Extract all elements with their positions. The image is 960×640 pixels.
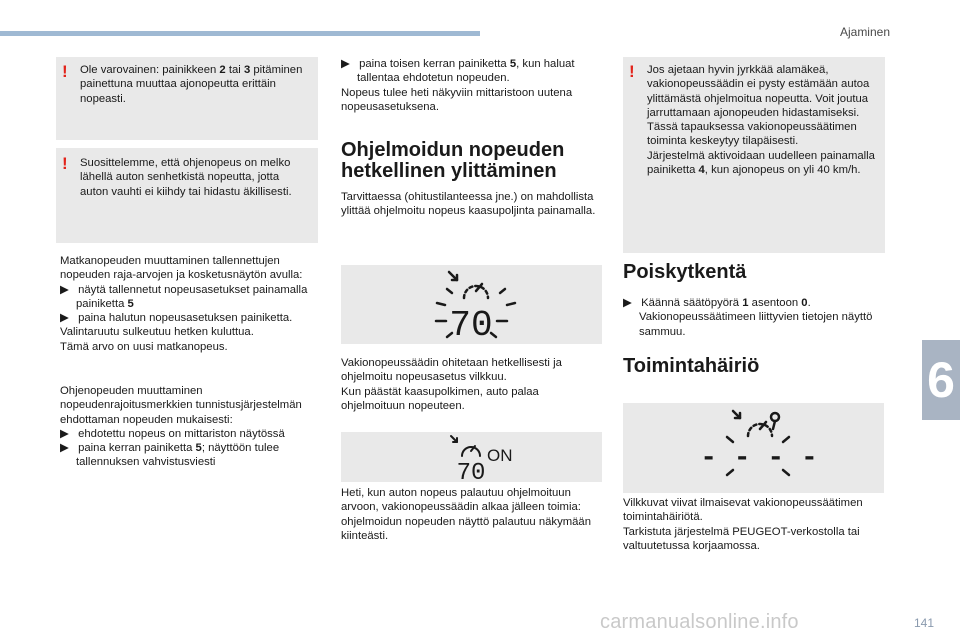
warning-text-2: Suosittelemme, että ohjenopeus on melko lähellä auton senhetkistä nopeutta, jotta auton vauhti ei kiihdy tai hidastu äkillisesti. bbox=[80, 157, 292, 198]
heading-deactivation: Poiskytkentä bbox=[623, 261, 747, 283]
overspeed-paragraph: Tarvittaessa (ohitustilanteessa jne.) on mahdollista ylittää ohjelmoitu nopeus kaasupoljinta painamalla. bbox=[341, 191, 596, 218]
page-number: 141 bbox=[913, 616, 934, 630]
list-item: ▶︎ näytä tallennetut nopeusasetukset painamalla painiketta 5 bbox=[60, 283, 308, 310]
warning-exclamation-icon: ! bbox=[62, 154, 68, 173]
list-item: ▶︎ paina halutun nopeusasetuksen painiketta. bbox=[60, 312, 293, 325]
overspeed-result-paragraph bbox=[341, 356, 603, 413]
paragraph-text: Valintaruutu sulkeutuu hetken kuluttua. bbox=[60, 326, 254, 339]
paragraph-text: Tämä arvo on uusi matkanopeus. bbox=[60, 340, 228, 353]
paragraph-text: Järjestelmä aktivoidaan uudelleen painamalla painiketta 4, kun ajonopeus on yli 40 km/h. bbox=[647, 149, 875, 177]
speed-value: 70 bbox=[456, 460, 486, 482]
cruise-display-figure-2 bbox=[341, 432, 602, 482]
warning-box-3 bbox=[623, 57, 885, 253]
header-accent-bar bbox=[0, 31, 480, 36]
cruise-display-figure-3 bbox=[623, 403, 884, 493]
cruise-control-speedometer-icon bbox=[623, 403, 884, 493]
paragraph-text: Jos ajetaan hyvin jyrkkää alamäkeä, vakionopeussäädin ei pysty estämään autoa ylittämästä ohjelmoitua nopeutta. Voit joutua jarruttamaan ajonopeuden hidastamiseksi. Tässä tapauksessa vakionopeussäätimen toiminta keskeytyy tilapäisesti. bbox=[647, 64, 870, 148]
col2-top-text bbox=[341, 57, 603, 114]
paragraph-text: Matkanopeuden muuttaminen tallennettujen nopeuden raja-arvojen ja kosketusnäytön avulla: bbox=[60, 255, 303, 282]
warning-box-2 bbox=[56, 148, 318, 243]
paragraph-text: Nopeus tulee heti näkyviin mittaristoon uutena nopeusasetuksena. bbox=[341, 86, 573, 113]
warning-text-1: Ole varovainen: painikkeen 2 tai 3 pitäminen painettuna muuttaa ajonopeutta erittäin nopeasti. bbox=[80, 64, 303, 105]
bullet-arrow-icon: ▶︎ bbox=[60, 442, 79, 455]
warning-text-3 bbox=[647, 63, 877, 177]
bullet-arrow-icon: ▶︎ bbox=[60, 283, 79, 296]
warning-exclamation-icon: ! bbox=[629, 62, 635, 81]
list-item: ▶︎ ehdotettu nopeus on mittariston näytössä bbox=[60, 427, 285, 440]
heading-malfunction: Toimintahäiriö bbox=[623, 355, 760, 377]
paragraph-text: Tarkistuta järjestelmä PEUGEOT-verkostolla tai valtuutetussa korjaamossa. bbox=[623, 525, 860, 552]
deactivation-paragraph bbox=[623, 296, 885, 339]
on-indicator: ON bbox=[487, 446, 513, 465]
speed-value: 70 bbox=[449, 305, 493, 344]
list-item: ▶︎ paina kerran painiketta 5; näyttöön tulee tallennuksen vahvistusviesti bbox=[60, 442, 280, 469]
list-item: ▶︎ paina toisen kerran painiketta 5, kun haluat tallentaa ehdotetun nopeuden. bbox=[341, 58, 575, 85]
paragraph-text: Vakionopeussäädin ohitetaan hetkellisesti ja ohjelmoitu nopeusasetus vilkkuu. bbox=[341, 357, 562, 384]
cruise-control-speedometer-icon bbox=[341, 432, 602, 482]
malfunction-paragraph bbox=[623, 496, 885, 553]
bullet-arrow-icon: ▶︎ bbox=[60, 427, 79, 440]
paragraph-text: Ohjenopeuden muuttaminen nopeudenrajoitusmerkkien tunnistusjärjestelmän ehdottaman nopeuden mukaisesti: bbox=[60, 385, 302, 426]
warning-exclamation-icon: ! bbox=[62, 62, 68, 81]
heading-overspeed: Ohjelmoidun nopeuden hetkellinen ylittäminen bbox=[341, 139, 565, 182]
chapter-tab: 6 bbox=[922, 340, 960, 420]
resume-paragraph: Heti, kun auton nopeus palautuu ohjelmoituun arvoon, vakionopeussäädin alkaa jälleen toimia: ohjelmoidun nopeuden näyttö palautuu näkymään kiinteästi. bbox=[341, 487, 591, 542]
failure-dashes: - - - - bbox=[700, 443, 818, 474]
cruise-control-speedometer-icon bbox=[341, 265, 602, 344]
suggested-speed-paragraph bbox=[60, 384, 318, 470]
bullet-arrow-icon: ▶︎ bbox=[60, 312, 79, 325]
cruise-display-figure-1 bbox=[341, 265, 602, 344]
section-title: Ajaminen bbox=[839, 25, 890, 39]
warning-box-1 bbox=[56, 57, 318, 140]
paragraph-text: Vilkkuvat viivat ilmaisevat vakionopeussäätimen toimintahäiriötä. bbox=[623, 497, 863, 524]
list-item: ▶︎ Käännä säätöpyörä 1 asentoon 0. Vakionopeussäätimeen liittyvien tietojen näyttö sammuu. bbox=[623, 297, 873, 338]
bullet-arrow-icon: ▶︎ bbox=[623, 297, 642, 309]
bullet-arrow-icon: ▶︎ bbox=[341, 58, 360, 70]
speed-change-paragraph bbox=[60, 254, 318, 354]
paragraph-text: Kun päästät kaasupolkimen, auto palaa ohjelmoituun nopeuteen. bbox=[341, 385, 539, 412]
watermark: carmanualsonline.info bbox=[600, 611, 799, 633]
